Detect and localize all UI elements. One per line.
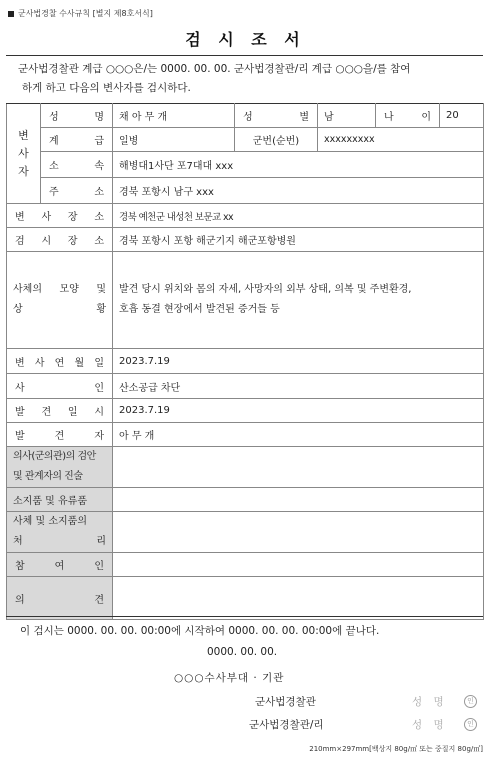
form-reference [8,8,153,19]
table-row [7,152,484,178]
table-row [7,128,484,152]
doctor-statement-value [113,447,484,488]
body-state-line-1: 발견 당시 위치와 몸의 자세, 사망자의 외부 상태, 의복 및 주변환경, [119,284,412,295]
death-place-value: 경북 예천군 내성천 보문교 xx [113,204,484,228]
bottom-rule [6,616,483,617]
finder-value: 아 무 개 [113,423,484,447]
belongings-value [113,488,484,512]
table-row [7,228,484,252]
found-date-value: 2023.7.19 [113,399,484,423]
disposal-label [7,512,113,553]
inspection-statement: 이 검시는 0000. 00. 00. 00:00에 시작하여 0000. 00. 00. 00:00에 끝나다. [20,625,380,637]
signature-date: 0000. 00. 00. [207,646,278,658]
sex-value: 남 [318,104,376,128]
table-row [7,104,484,128]
found-date-label: 발 견 일 시 [7,399,113,423]
deceased-section-label: 변 사 자 [7,104,41,204]
cause-value: 산소공급 차단 [113,374,484,399]
body-state-line-2: 호흡 동결 현장에서 발견된 증거들 등 [119,304,280,315]
unit-label: 소 속 [41,152,113,178]
table-row [7,577,484,620]
opinion-label: 의 견 [7,577,113,620]
table-row [7,399,484,423]
name-label: 성 명 [41,104,113,128]
service-number-value: xxxxxxxxx [318,128,484,152]
exam-place-value: 경북 포항시 포항 해군기지 해군포항병원 [113,228,484,252]
document-title: 검 시 조 서 [185,30,306,49]
body-state-label-line-2: 상 황 [13,304,106,315]
body-state-value [113,252,484,349]
rank-value: 일병 [113,128,235,152]
table-row [7,512,484,553]
address-label: 주 소 [41,178,113,204]
officer-label: 군사법경찰관 [255,696,316,708]
inspection-table [6,103,484,620]
unit-value: 해병대1사단 포7대대 xxx [113,152,484,178]
form-reference-text: 군사법경찰 수사규칙 [별지 제8호서식] [18,9,153,18]
intro-paragraph [6,56,483,102]
table-row [7,447,484,488]
officer-stamp-icon: 인 [464,695,477,708]
table-row [7,349,484,374]
death-place-label: 변 사 장 소 [7,204,113,228]
witness-label: 참 여 인 [7,553,113,577]
issuing-unit: ○○○수사부대 · 기관 [174,672,285,684]
intro-line-2: 하게 하고 다음의 변사자를 검시하다. [22,82,191,94]
age-label: 나 이 [376,104,440,128]
table-row [7,553,484,577]
table-row [7,178,484,204]
body-state-label-line-1: 사체의 모양 및 [13,284,106,295]
opinion-value [113,577,484,620]
table-row [7,423,484,447]
cause-label: 사 인 [7,374,113,399]
name-value: 채 아 무 개 [113,104,235,128]
age-value: 20 [440,104,484,128]
belongings-label: 소지품 및 유류품 [7,488,113,512]
address-value: 경북 포항시 남구 xxx [113,178,484,204]
finder-label: 발 견 자 [7,423,113,447]
doctor-statement-label [7,447,113,488]
disposal-label-line-2: 처 리 [13,536,106,547]
disposal-label-line-1: 사체 및 소지품의 [13,516,87,527]
service-number-label: 군번(순번) [235,128,318,152]
table-row [7,488,484,512]
assistant-label: 군사법경찰관/리 [249,719,324,731]
assistant-stamp-icon: 인 [464,718,477,731]
doctor-statement-label-line-2: 및 관계자의 진술 [13,471,83,482]
disposal-value [113,512,484,553]
table-row [7,204,484,228]
body-state-label [7,252,113,349]
intro-line-1: 군사법경찰관 계급 ○○○은/는 0000. 00. 00. 군사법경찰관/리 계급 ○○○을/를 참여 [18,63,411,75]
rank-label: 계 급 [41,128,113,152]
exam-place-label: 검 시 장 소 [7,228,113,252]
witness-value [113,553,484,577]
sex-label: 성 별 [235,104,318,128]
bullet-square-icon [8,11,14,17]
table-row [7,252,484,349]
officer-sign-label: 성 명 [412,696,448,708]
table-row [7,374,484,399]
death-date-value: 2023.7.19 [113,349,484,374]
assistant-sign-label: 성 명 [412,719,448,731]
paper-spec: 210mm×297mm[백상지 80g/㎡ 또는 중질지 80g/㎡] [309,745,483,753]
death-date-label: 변 사 연 월 일 [7,349,113,374]
doctor-statement-label-line-1: 의사(군의관)의 검안 [13,451,96,462]
